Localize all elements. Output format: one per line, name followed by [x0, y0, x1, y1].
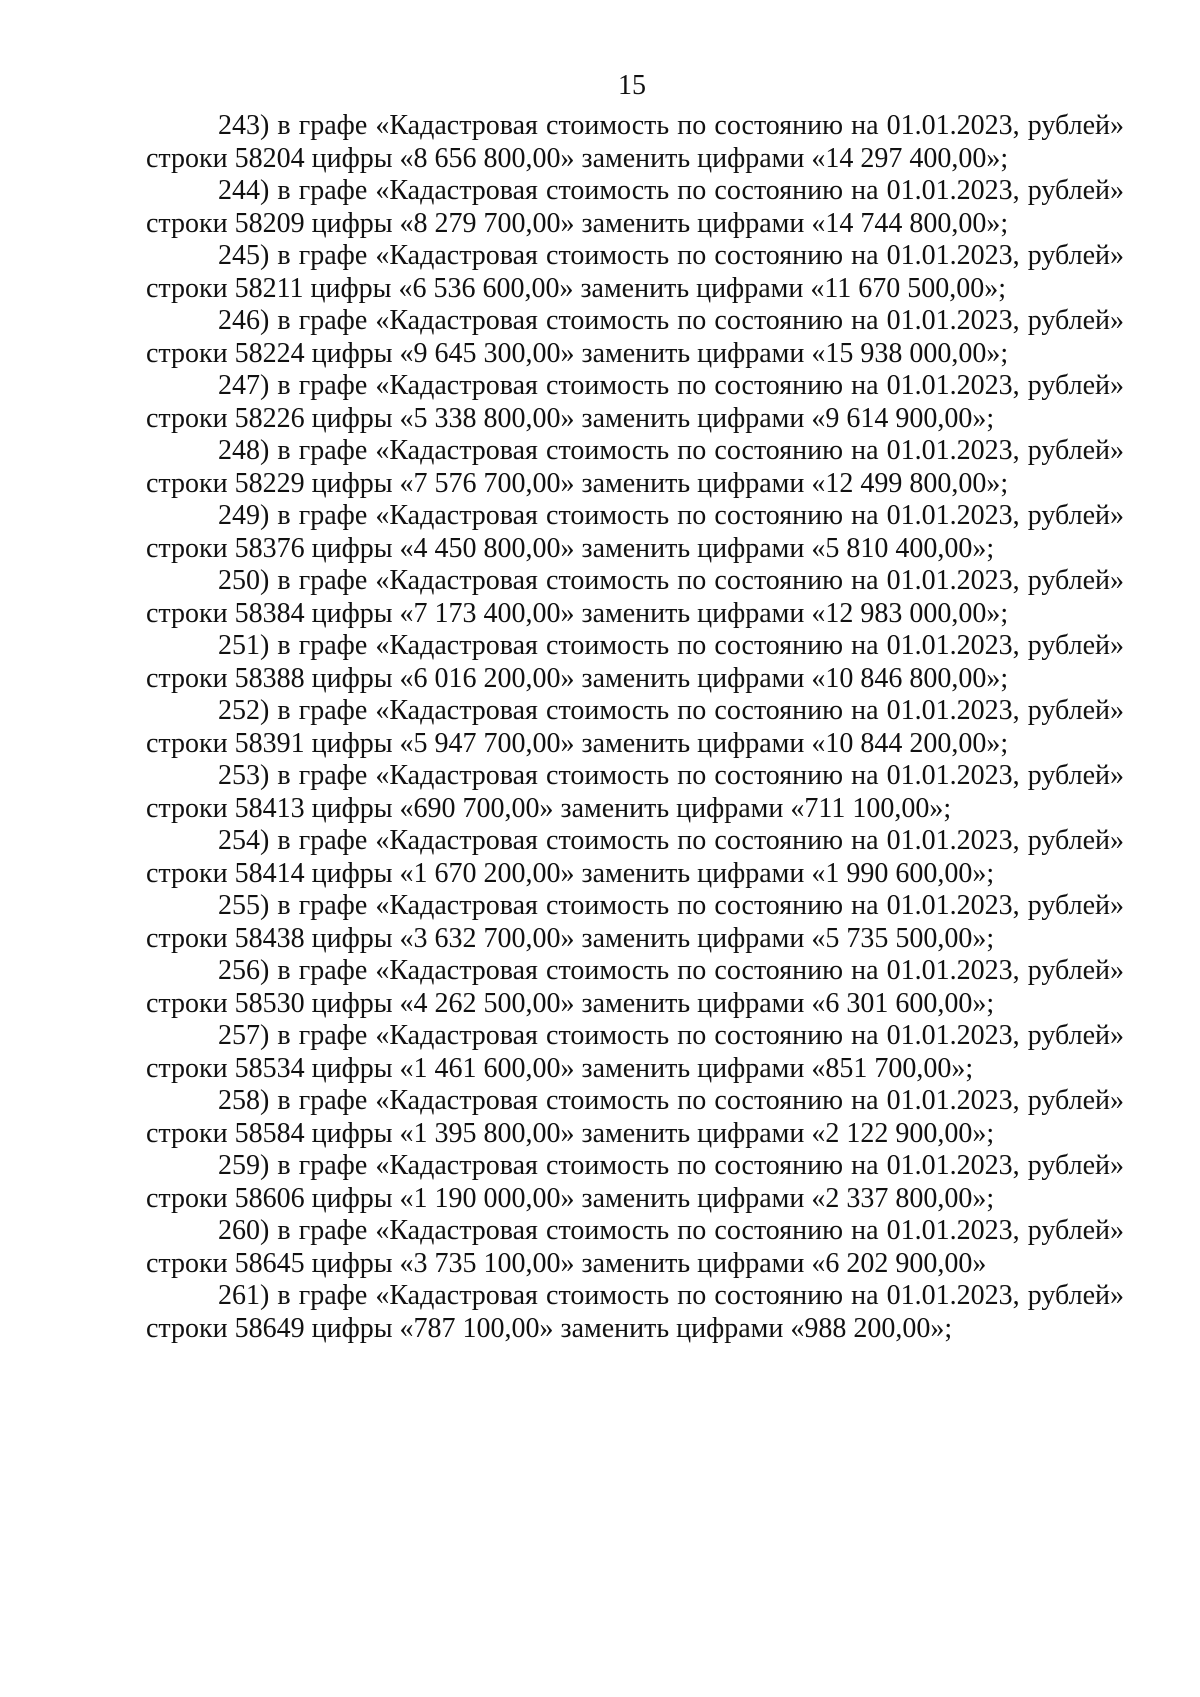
amendment-item: 244) в графе «Кадастровая стоимость по состоянию на 01.01.2023, рублей» строки 58209 цифры «8 279 700,00» заменить цифрами «14 744 800,00»; — [146, 175, 1124, 239]
amendment-item: 259) в графе «Кадастровая стоимость по состоянию на 01.01.2023, рублей» строки 58606 цифры «1 190 000,00» заменить цифрами «2 337 800,00»; — [146, 1150, 1124, 1214]
amendment-item: 250) в графе «Кадастровая стоимость по состоянию на 01.01.2023, рублей» строки 58384 цифры «7 173 400,00» заменить цифрами «12 983 000,00»; — [146, 565, 1124, 629]
page-number: 15 — [618, 70, 646, 101]
amendment-item: 256) в графе «Кадастровая стоимость по состоянию на 01.01.2023, рублей» строки 58530 цифры «4 262 500,00» заменить цифрами «6 301 600,00»; — [146, 955, 1124, 1019]
amendment-item: 253) в графе «Кадастровая стоимость по состоянию на 01.01.2023, рублей» строки 58413 цифры «690 700,00» заменить цифрами «711 100,00»; — [146, 760, 1124, 824]
amendment-item: 248) в графе «Кадастровая стоимость по состоянию на 01.01.2023, рублей» строки 58229 цифры «7 576 700,00» заменить цифрами «12 499 800,00»; — [146, 435, 1124, 499]
amendment-item: 246) в графе «Кадастровая стоимость по состоянию на 01.01.2023, рублей» строки 58224 цифры «9 645 300,00» заменить цифрами «15 938 000,00»; — [146, 305, 1124, 369]
amendment-item: 247) в графе «Кадастровая стоимость по состоянию на 01.01.2023, рублей» строки 58226 цифры «5 338 800,00» заменить цифрами «9 614 900,00»; — [146, 370, 1124, 434]
amendment-item: 260) в графе «Кадастровая стоимость по состоянию на 01.01.2023, рублей» строки 58645 цифры «3 735 100,00» заменить цифрами «6 202 900,00» — [146, 1215, 1124, 1279]
amendment-item: 261) в графе «Кадастровая стоимость по состоянию на 01.01.2023, рублей» строки 58649 цифры «787 100,00» заменить цифрами «988 200,00»; — [146, 1280, 1124, 1344]
amendment-item: 245) в графе «Кадастровая стоимость по состоянию на 01.01.2023, рублей» строки 58211 цифры «6 536 600,00» заменить цифрами «11 670 500,00»; — [146, 240, 1124, 304]
amendment-item: 254) в графе «Кадастровая стоимость по состоянию на 01.01.2023, рублей» строки 58414 цифры «1 670 200,00» заменить цифрами «1 990 600,00»; — [146, 825, 1124, 889]
amendment-item: 258) в графе «Кадастровая стоимость по состоянию на 01.01.2023, рублей» строки 58584 цифры «1 395 800,00» заменить цифрами «2 122 900,00»; — [146, 1085, 1124, 1149]
amendment-item: 257) в графе «Кадастровая стоимость по состоянию на 01.01.2023, рублей» строки 58534 цифры «1 461 600,00» заменить цифрами «851 700,00»; — [146, 1020, 1124, 1084]
amendment-item: 249) в графе «Кадастровая стоимость по состоянию на 01.01.2023, рублей» строки 58376 цифры «4 450 800,00» заменить цифрами «5 810 400,00»; — [146, 500, 1124, 564]
amendment-item: 243) в графе «Кадастровая стоимость по состоянию на 01.01.2023, рублей» строки 58204 цифры «8 656 800,00» заменить цифрами «14 297 400,00»; — [146, 110, 1124, 174]
amendment-item: 255) в графе «Кадастровая стоимость по состоянию на 01.01.2023, рублей» строки 58438 цифры «3 632 700,00» заменить цифрами «5 735 500,00»; — [146, 890, 1124, 954]
amendment-item: 251) в графе «Кадастровая стоимость по состоянию на 01.01.2023, рублей» строки 58388 цифры «6 016 200,00» заменить цифрами «10 846 800,00»; — [146, 630, 1124, 694]
amendment-item: 252) в графе «Кадастровая стоимость по состоянию на 01.01.2023, рублей» строки 58391 цифры «5 947 700,00» заменить цифрами «10 844 200,00»; — [146, 695, 1124, 759]
amendment-list — [146, 110, 1124, 1345]
